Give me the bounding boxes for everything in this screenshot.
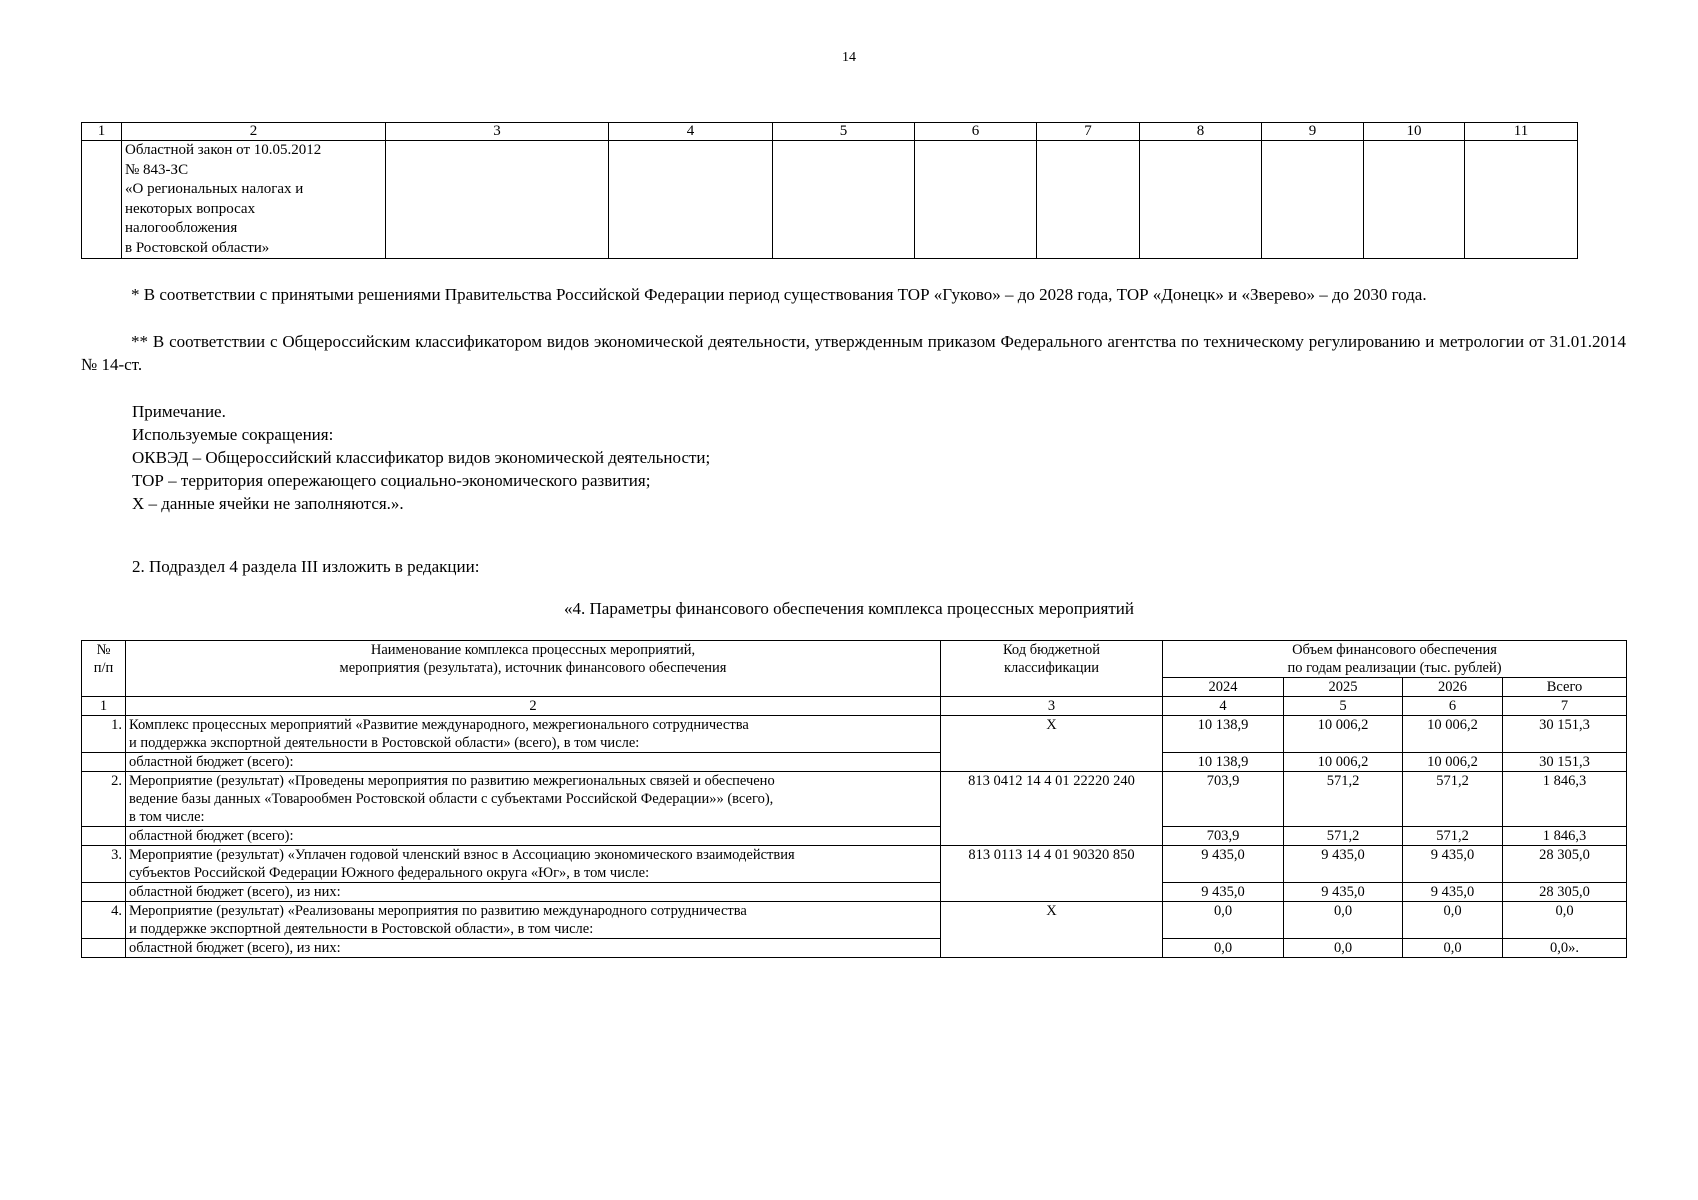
value-2025: 9 435,0 (1284, 883, 1403, 902)
value-2026: 0,0 (1403, 939, 1503, 958)
value-2025: 0,0 (1284, 902, 1403, 939)
budget-code: Х (941, 716, 1163, 772)
law-line: № 843-ЗС (125, 161, 189, 178)
page-number: 14 (842, 50, 856, 65)
value-2024: 703,9 (1163, 827, 1284, 846)
value-2026: 571,2 (1403, 772, 1503, 827)
year-2026-header: 2026 (1403, 678, 1503, 697)
value-total: 0,0». (1503, 939, 1627, 958)
table-row (82, 772, 1627, 827)
col-header: 10 (1364, 123, 1465, 141)
col-header: 4 (609, 123, 773, 141)
value-2025: 571,2 (1284, 772, 1403, 827)
budget-code: 813 0412 14 4 01 22220 240 (941, 772, 1163, 846)
value-2024: 9 435,0 (1163, 883, 1284, 902)
col-header: 1 (82, 123, 122, 141)
value-total: 30 151,3 (1503, 753, 1627, 772)
value-2024: 9 435,0 (1163, 846, 1284, 883)
instruction-text: 2. Подраздел 4 раздела III изложить в редакции: (132, 557, 480, 576)
row-name: Мероприятие (результат) «Реализованы мероприятия по развитию международного сотрудничества и поддержке экспортной деятельности в Ростовской области», в том числе: (126, 902, 941, 939)
table-subrow (82, 883, 1627, 902)
abbreviation-item: ОКВЭД – Общероссийский классификатор видов экономической деятельности; (132, 448, 711, 467)
footnote-tor: * В соответствии с принятыми решениями Правительства Российской Федерации период существования ТОР «Гуково» – до 2028 года, ТОР «Донецк» и «Зверево» – до 2030 года. (131, 285, 1427, 304)
col-header: 9 (1262, 123, 1364, 141)
value-2026: 0,0 (1403, 902, 1503, 939)
value-total: 1 846,3 (1503, 827, 1627, 846)
value-2024: 10 138,9 (1163, 753, 1284, 772)
value-2025: 10 006,2 (1284, 716, 1403, 753)
col-header: 6 (915, 123, 1037, 141)
value-total: 1 846,3 (1503, 772, 1627, 827)
value-total: 28 305,0 (1503, 883, 1627, 902)
footnote-okved: ** В соответствии с Общероссийским классификатором видов экономической деятельности, утвержденным приказом Федерального агентства по техническому регулированию и метрологии от 31.01.2014 № 14-ст. (81, 332, 1626, 374)
budget-code: 813 0113 14 4 01 90320 850 (941, 846, 1163, 902)
col-header: 7 (1037, 123, 1140, 141)
col-header: 8 (1140, 123, 1262, 141)
value-2026: 571,2 (1403, 827, 1503, 846)
year-2025-header: 2025 (1284, 678, 1403, 697)
abbreviation-item: Х – данные ячейки не заполняются.». (132, 494, 404, 513)
table-row (82, 141, 1578, 259)
subrow-name: областной бюджет (всего): (126, 827, 941, 846)
abbreviation-item: ТОР – территория опережающего социально-экономического развития; (132, 471, 651, 490)
law-line: «О региональных налогах и (125, 181, 304, 197)
note-title: Примечание. (132, 402, 226, 421)
column-number-row: 1 2 3 4 5 6 7 (82, 697, 1627, 716)
num-header: № п/п (82, 641, 126, 697)
col-header: 3 (386, 123, 609, 141)
subrow-name: областной бюджет (всего), из них: (126, 939, 941, 958)
value-2025: 10 006,2 (1284, 753, 1403, 772)
value-2024: 0,0 (1163, 902, 1284, 939)
value-2026: 9 435,0 (1403, 883, 1503, 902)
col-header: 11 (1465, 123, 1578, 141)
law-line: налогообложения (125, 220, 238, 236)
value-total: 28 305,0 (1503, 846, 1627, 883)
subrow-name: областной бюджет (всего): (126, 753, 941, 772)
row-name: Мероприятие (результат) «Проведены мероприятия по развитию межрегиональных связей и обеспечено ведение базы данных «Товарообмен Ростовской области с субъектами Российской Федерации»» (всего), в том числе: (126, 772, 941, 827)
table-subrow (82, 939, 1627, 958)
continuation-table-header (82, 123, 1578, 141)
value-2025: 571,2 (1284, 827, 1403, 846)
row-name: Мероприятие (результат) «Уплачен годовой членский взнос в Ассоциацию экономического взаимодействия субъектов Российской Федерации Южного федерального округа «Юг», в том числе: (126, 846, 941, 883)
row-number: 4. (82, 902, 126, 939)
value-2024: 10 138,9 (1163, 716, 1284, 753)
volume-header: Объем финансового обеспечения по годам реализации (тыс. рублей) (1163, 641, 1627, 678)
law-reference-cell (122, 141, 386, 259)
section-title: «4. Параметры финансового обеспечения комплекса процессных мероприятий (564, 599, 1134, 618)
table-row (82, 716, 1627, 753)
col-header: 5 (773, 123, 915, 141)
value-2025: 0,0 (1284, 939, 1403, 958)
table-subrow (82, 753, 1627, 772)
name-header: Наименование комплекса процессных мероприятий, мероприятия (результата), источник финансового обеспечения (126, 641, 941, 697)
row-number: 3. (82, 846, 126, 883)
value-2026: 9 435,0 (1403, 846, 1503, 883)
continuation-table (81, 122, 1578, 259)
row-number: 1. (82, 716, 126, 753)
row-number: 2. (82, 772, 126, 827)
header-row (82, 641, 1627, 678)
value-2026: 10 006,2 (1403, 716, 1503, 753)
law-line: в Ростовской области» (125, 239, 270, 256)
value-2024: 703,9 (1163, 772, 1284, 827)
total-header: Всего (1503, 678, 1627, 697)
budget-code: Х (941, 902, 1163, 958)
law-line: Областной закон от 10.05.2012 (125, 142, 322, 158)
law-line: некоторых вопросах (125, 200, 256, 217)
abbreviations-title: Используемые сокращения: (132, 425, 334, 444)
table-row (82, 846, 1627, 883)
code-header: Код бюджетной классификации (941, 641, 1163, 697)
table-row (82, 902, 1627, 939)
value-total: 30 151,3 (1503, 716, 1627, 753)
col-header: 2 (122, 123, 386, 141)
row-name: Комплекс процессных мероприятий «Развитие международного, межрегионального сотрудничества и поддержка экспортной деятельности в Ростовской области» (всего), в том числе: (126, 716, 941, 753)
financial-table (81, 640, 1627, 958)
value-total: 0,0 (1503, 902, 1627, 939)
value-2025: 9 435,0 (1284, 846, 1403, 883)
year-2024-header: 2024 (1163, 678, 1284, 697)
value-2024: 0,0 (1163, 939, 1284, 958)
value-2026: 10 006,2 (1403, 753, 1503, 772)
subrow-name: областной бюджет (всего), из них: (126, 883, 941, 902)
table-subrow (82, 827, 1627, 846)
